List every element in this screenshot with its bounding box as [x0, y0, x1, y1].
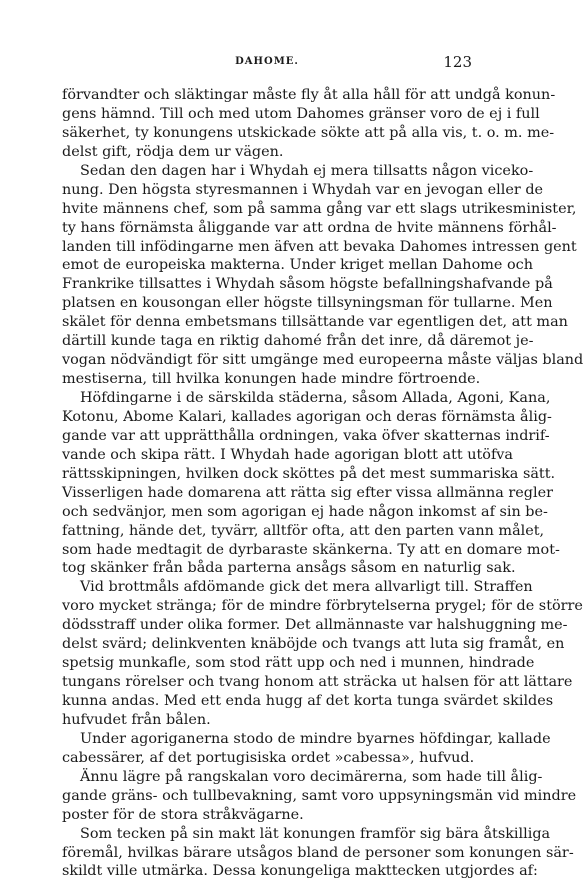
text-line: tungans rörelser och tvang honom att sträcka ut halsen för att lättare	[62, 674, 573, 691]
text-line: Frankrike tillsattes i Whydah såsom högste befallningshafvande på	[62, 276, 553, 293]
text-line: platsen en kousongan eller högste tillsyningsman för tullarne. Men	[62, 295, 553, 312]
text-line: landen till infödingarne men äfven att bevaka Dahomes intressen gent	[62, 238, 577, 255]
text-line: dödsstraff under olika former. Det allmännaste var halshuggning me-	[62, 617, 568, 634]
text-line: ty hans förnämsta åliggande var att ordna de hvite männens förhål-	[62, 219, 557, 236]
text-line: Ännu lägre på rangskalan voro decimärerna, som hade till ålig-	[80, 768, 543, 785]
text-line: kunna andas. Med ett enda hugg af det korta tunga svärdet skildes	[62, 693, 554, 709]
text-line: förvandter och släktingar måste fly åt alla håll för att undgå konun-	[62, 87, 556, 103]
text-line: Vid brottmåls afdömande gick det mera allvarligt till. Straffen	[80, 579, 533, 596]
text-line: Som tecken på sin makt lät konungen framför sig bära åtskilliga	[80, 825, 551, 842]
text-line: spetsig munkafle, som stod rätt upp och ned i munnen, hindrade	[62, 655, 535, 672]
text-line: mestiserna, till hvilka konungen hade mindre förtroende.	[62, 371, 481, 388]
text-line: emot de europeiska makterna. Under kriget mellan Dahome och	[62, 257, 533, 274]
body-text	[62, 86, 583, 881]
text-line: tog skänker från båda parterna ansågs såsom en naturlig sak.	[62, 560, 516, 577]
text-line: cabessärer, af det portugisiska ordet »cabessa», hufvud.	[62, 749, 475, 766]
page-number: 123	[443, 53, 472, 71]
text-line: vogan nödvändigt för sitt umgänge med europeerna måste väljas bland	[62, 352, 583, 369]
text-line: skildt ville utmärka. Dessa konungeliga makttecken utgjordes af:	[62, 863, 538, 880]
text-line: föremål, hvilkas bärare utsågos bland de personer som konungen sär-	[62, 844, 574, 861]
text-line: rättsskipningen, hvilken dock sköttes på det mest summariska sätt.	[62, 465, 556, 482]
text-line: och sedvänjor, men som agorigan ej hade någon inkomst af sin be-	[62, 503, 548, 520]
text-line: säkerhet, ty konungens utskickade sökte att på alla vis, t. o. m. me-	[62, 124, 555, 141]
text-line: poster för de stora stråkvägarne.	[62, 806, 304, 823]
text-line: fattning, hände det, tyvärr, alltför ofta, att den parten vann målet,	[62, 522, 545, 539]
text-line: delst gift, rödja dem ur vägen.	[62, 143, 284, 160]
text-line: nung. Den högsta styresmannen i Whydah var en jevogan eller de	[62, 181, 544, 198]
text-line: skälet för denna embetsmans tillsättande var egentligen det, att man	[62, 314, 568, 331]
text-line: Under agoriganerna stodo de mindre byarnes höfdingar, kallade	[80, 730, 551, 747]
text-line: Visserligen hade domarena att rätta sig efter vissa allmänna regler	[62, 484, 553, 501]
text-line: därtill kunde taga en riktig dahomé från det inre, då däremot je-	[62, 333, 534, 350]
running-title: DAHOME.	[235, 56, 299, 67]
text-line: Sedan den dagen har i Whydah ej mera tillsatts någon viceko-	[80, 162, 534, 179]
text-line: hvite männens chef, som på samma gång var ett slags utrikesminister,	[62, 200, 577, 217]
text-line: gande gräns- och tullbevakning, samt voro uppsyningsmän vid mindre	[62, 787, 577, 804]
text-line: som hade medtagit de dyrbaraste skänkerna. Ty att en domare mot-	[62, 541, 560, 558]
text-line: vande och skipa rätt. I Whydah hade agorigan blott att utöfva	[62, 446, 513, 463]
text-line: hufvudet från bålen.	[62, 711, 211, 728]
text-line: gande var att upprätthålla ordningen, vaka öfver skatternas indrif-	[62, 427, 550, 444]
text-line: Kotonu, Abome Kalari, kallades agorigan och deras förnämsta ålig-	[62, 408, 552, 425]
page-header	[62, 53, 472, 76]
text-line: Höfdingarne i de särskilda städerna, såsom Allada, Agoni, Kana,	[80, 390, 551, 406]
text-line: gens hämnd. Till och med utom Dahomes gränser voro de ej i full	[62, 105, 540, 122]
text-line: voro mycket stränga; för de mindre förbrytelserna prygel; för de större	[62, 598, 583, 615]
text-line: delst svärd; delinkventen knäböjde och tvangs att luta sig framåt, en	[62, 636, 565, 653]
